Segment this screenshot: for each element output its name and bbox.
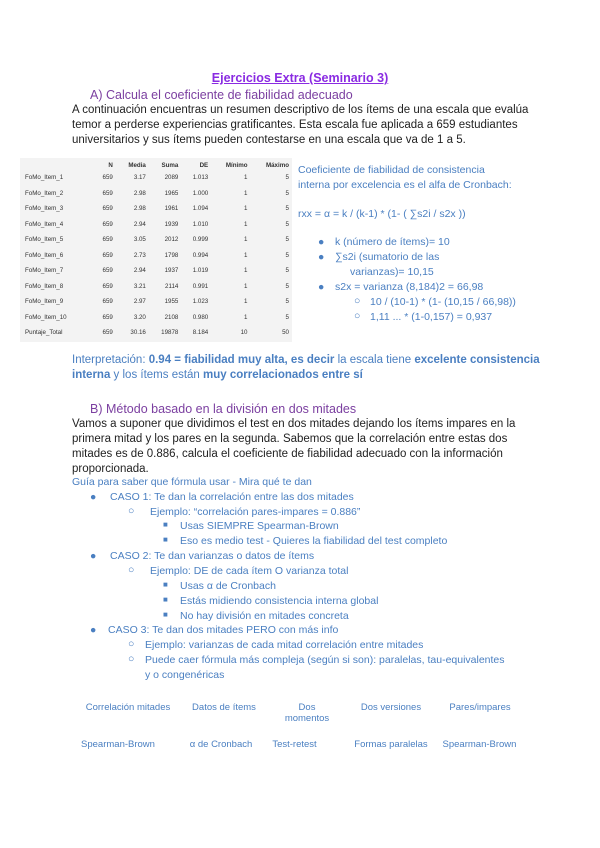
table-cell: 3.20 [133,313,146,321]
grid-bottom-cell: Formas paralelas [354,739,428,750]
table-cell: 2108 [164,313,179,321]
section-b-intro [72,417,515,477]
table-cell: FoMo_Item_8 [25,282,64,290]
table-cell: 5 [285,251,289,259]
case-2-point: No hay división en mitades concreta [180,610,349,622]
interpretation-value: 0.94 = fiabilidad muy alta, es decir [148,354,335,366]
total-variance-item: s2x = varianza (8,184)2 = 66,98 [335,281,484,293]
square-bullet-icon: ■ [163,580,168,589]
case-1: CASO 1: Te dan la correlación entre las dos mitades [110,491,354,503]
table-cell: FoMo_Item_4 [25,220,64,228]
case-3: CASO 3: Te dan dos mitades PERO con más info [108,624,339,636]
intro-line: primera mitad y los pares en la segunda. Sabemos que la correlación entre estas dos [72,433,508,445]
table-cell: 2114 [165,282,179,290]
circle-bullet-icon: ○ [128,564,135,576]
k-item: k (número de ítems)= 10 [335,236,450,248]
circle-bullet-icon: ○ [128,638,135,650]
table-cell: 3.17 [133,174,146,182]
interpretation-emphasis: muy correlacionados entre sí [203,369,363,381]
bullet-icon: ● [90,491,97,503]
grid-top-cell: Pares/impares [449,702,511,713]
intro-line: temor a perderse experiencias gratificantes. Esta escala fue aplicada a 659 estudiantes [72,119,518,131]
table-cell: 1.023 [192,298,209,306]
sum-variances-item-cont: varianzas)= 10,15 [350,266,434,278]
case-2: CASO 2: Te dan varianzas o datos de ítems [110,550,315,562]
page-title: Ejercicios Extra (Seminario 3) [211,71,389,85]
table-row [23,294,291,310]
table-cell: 2.98 [133,205,146,213]
table-cell: 659 [102,189,113,197]
table-cell: 1.010 [192,220,209,228]
table-cell: 659 [102,174,113,182]
table-row [23,232,291,248]
bullet-icon: ● [318,281,325,293]
table-cell: 2012 [164,236,179,244]
table-row [23,201,291,217]
square-bullet-icon: ■ [163,520,168,529]
grid-top-cell: Dos versiones [360,702,422,713]
table-cell: 2.94 [133,267,146,275]
table-cell: 659 [102,220,113,228]
table-cell: FoMo_Item_1 [25,174,64,182]
grid-bottom-cell: α de Cronbach [189,739,253,750]
intro-line: universitarios y sus ítems pueden contestarse en una escala que va de 1 a 5. [72,134,466,146]
bullet-icon: ● [90,624,97,636]
table-cell: 1 [244,298,248,306]
grid-bottom-cell: Test-retest [272,739,317,750]
table-header-cell [23,160,93,170]
case-2-point: Estás midiendo consistencia interna global [180,595,379,607]
bullet-icon: ● [318,236,325,248]
table-header-cell: Máximo [265,161,289,169]
table-cell: 1939 [164,220,179,228]
table-header-cell: DE [199,161,209,169]
intro-line: mitades es de 0.886, calcula el coeficiente de fiabilidad adecuado con la información [72,448,503,460]
table-cell: FoMo_Item_2 [25,189,64,197]
case-2-point: Usas α de Cronbach [180,580,276,592]
section-b-heading: B) Método basado en la división en dos mitades [90,402,357,416]
table-cell: 5 [285,313,289,321]
cronbach-formula: rxx = α = k / (k-1) * (1- ( ∑s2i / s2x )) [298,208,466,220]
intro-line: Vamos a suponer que dividimos el test en dos mitades dejando los ítems impares en la [72,418,516,430]
circle-bullet-icon: ○ [354,295,361,307]
table-cell: 2.98 [133,189,146,197]
table-row [23,186,291,202]
descriptive-table [23,160,291,341]
circle-bullet-icon: ○ [128,505,135,517]
interpretation-emphasis: interna [72,369,111,381]
case-1-point: Eso es medio test - Quieres la fiabilidad del test completo [180,535,448,547]
guide-line: Guía para saber que fórmula usar - Mira qué te dan [72,476,312,488]
table-cell: 1 [244,236,248,244]
table-cell: 659 [102,251,113,259]
table-cell: 659 [102,236,113,244]
table-cell: 3.05 [133,236,146,244]
table-cell: 19878 [161,329,179,337]
table-cell: 30.16 [130,329,146,337]
case-3-example: Ejemplo: varianzas de cada mitad correlación entre mitades [145,639,424,651]
table-cell: 1.094 [192,205,209,213]
table-header-cell: Media [128,161,146,169]
table-cell: 50 [282,329,289,337]
table-cell: FoMo_Item_7 [25,267,64,275]
table-cell: 10 [240,329,248,337]
table-header-cell: Mínimo [225,161,248,169]
table-cell: 5 [285,236,289,244]
table-row [23,170,291,186]
circle-bullet-icon: ○ [354,310,361,322]
table-row [23,279,291,295]
table-cell: 2.94 [133,220,146,228]
table-cell: 1965 [164,189,179,197]
section-a-intro [72,103,528,148]
interpretation-emphasis: excelente consistencia [414,354,540,366]
table-cell: 5 [285,220,289,228]
table-cell: 2.97 [133,298,146,306]
table-cell: FoMo_Item_10 [25,313,67,321]
case-2-example: Ejemplo: DE de cada ítem O varianza total [150,565,349,577]
table-row [23,310,291,326]
table-cell: 8.184 [192,329,209,337]
table-cell: 1.019 [192,267,209,275]
table-cell: 1798 [164,251,179,259]
table-cell: 1 [244,174,248,182]
intro-line: A continuación encuentras un resumen descriptivo de los ítems de una escala que evalúa [72,104,529,116]
table-cell: FoMo_Item_3 [25,205,64,213]
table-cell: 5 [285,282,289,290]
table-cell: 1 [244,267,248,275]
table-row [23,248,291,264]
table-row [23,263,291,279]
table-cell: 5 [285,267,289,275]
calc-step-2: 1,11 ... * (1-0,157) = 0,937 [370,311,493,323]
case-1-point: Usas SIEMPRE Spearman-Brown [180,520,339,532]
table-cell: 0.999 [192,236,209,244]
table-header-row [23,160,291,170]
table-cell: 1961 [164,205,179,213]
interpretation-text: os ítems están [125,369,204,381]
calc-step-1: 10 / (10-1) * (1- (10,15 / 66,98)) [370,296,516,308]
interpretation [72,353,542,383]
table-cell: 659 [102,282,113,290]
table-cell: 2.73 [133,251,146,259]
table-row [23,217,291,233]
interpretation-label: Interpretación: [72,354,149,366]
grid-top-cell [272,702,342,724]
table-cell: 659 [102,298,113,306]
table-cell: 1 [244,220,248,228]
cronbach-intro-line: Coeficiente de fiabilidad de consistencia [298,164,485,176]
square-bullet-icon: ■ [163,595,168,604]
table-header-cell: Suma [161,161,179,169]
table-cell: 1 [244,251,248,259]
table-cell: 5 [285,205,289,213]
case-1-example: Ejemplo: “correlación pares-impares = 0.886” [150,506,361,518]
table-cell: 1 [244,205,248,213]
grid-top-cell: Correlación mitades [85,702,171,713]
table-cell: 659 [102,267,113,275]
table-cell: 659 [102,329,113,337]
table-cell: 5 [285,174,289,182]
table-cell: 1 [244,282,248,290]
table-cell: 659 [102,205,113,213]
table-cell: FoMo_Item_6 [25,251,64,259]
table-row [23,325,291,341]
bullet-icon: ● [90,550,97,562]
table-cell: 659 [102,313,113,321]
circle-bullet-icon: ○ [128,653,135,665]
square-bullet-icon: ■ [163,610,168,619]
case-3-point: Puede caer fórmula más compleja (según si son): paralelas, tau-equivalentes [145,654,505,666]
table-cell: 3.21 [133,282,146,290]
table-cell: 0.994 [192,251,209,259]
cronbach-intro-line: interna por excelencia es el alfa de Cronbach: [298,179,512,191]
table-cell: 5 [285,298,289,306]
grid-top-cell-line: momentos [284,713,330,724]
table-cell: 0.991 [192,282,209,290]
table-cell: 1.013 [192,174,209,182]
grid-bottom-cell: Spearman-Brown [442,739,517,750]
interpretation-text: la escala tiene [334,354,415,366]
cronbach-intro [298,163,512,193]
grid-top-cell: Datos de ítems [192,702,256,713]
table-cell: FoMo_Item_9 [25,298,64,306]
table-cell: 2089 [164,174,179,182]
grid-top-cell-line: Dos [298,702,316,713]
sum-variances-item: ∑s2i (sumatorio de las [335,251,440,263]
grid-bottom-cell: Spearman-Brown [81,739,155,750]
table-cell: 1937 [164,267,179,275]
bullet-icon: ● [318,251,325,263]
table-header-cell: N [108,161,113,169]
table-cell: 1 [244,189,248,197]
table-cell: 1 [244,313,248,321]
table-cell: 0.980 [192,313,209,321]
intro-line: proporcionada. [72,463,149,475]
section-a-heading: A) Calcula el coeficiente de fiabilidad adecuado [90,88,353,102]
table-cell: 1955 [164,298,179,306]
table-cell: FoMo_Item_5 [25,236,64,244]
table-cell: 1.000 [192,189,209,197]
descriptive-table-image [20,158,292,342]
table-cell: Puntaje_Total [25,329,63,337]
table-cell: 5 [285,189,289,197]
square-bullet-icon: ■ [163,535,168,544]
case-3-point-cont: y o congenéricas [145,669,225,681]
interpretation-text: y l [110,369,126,381]
